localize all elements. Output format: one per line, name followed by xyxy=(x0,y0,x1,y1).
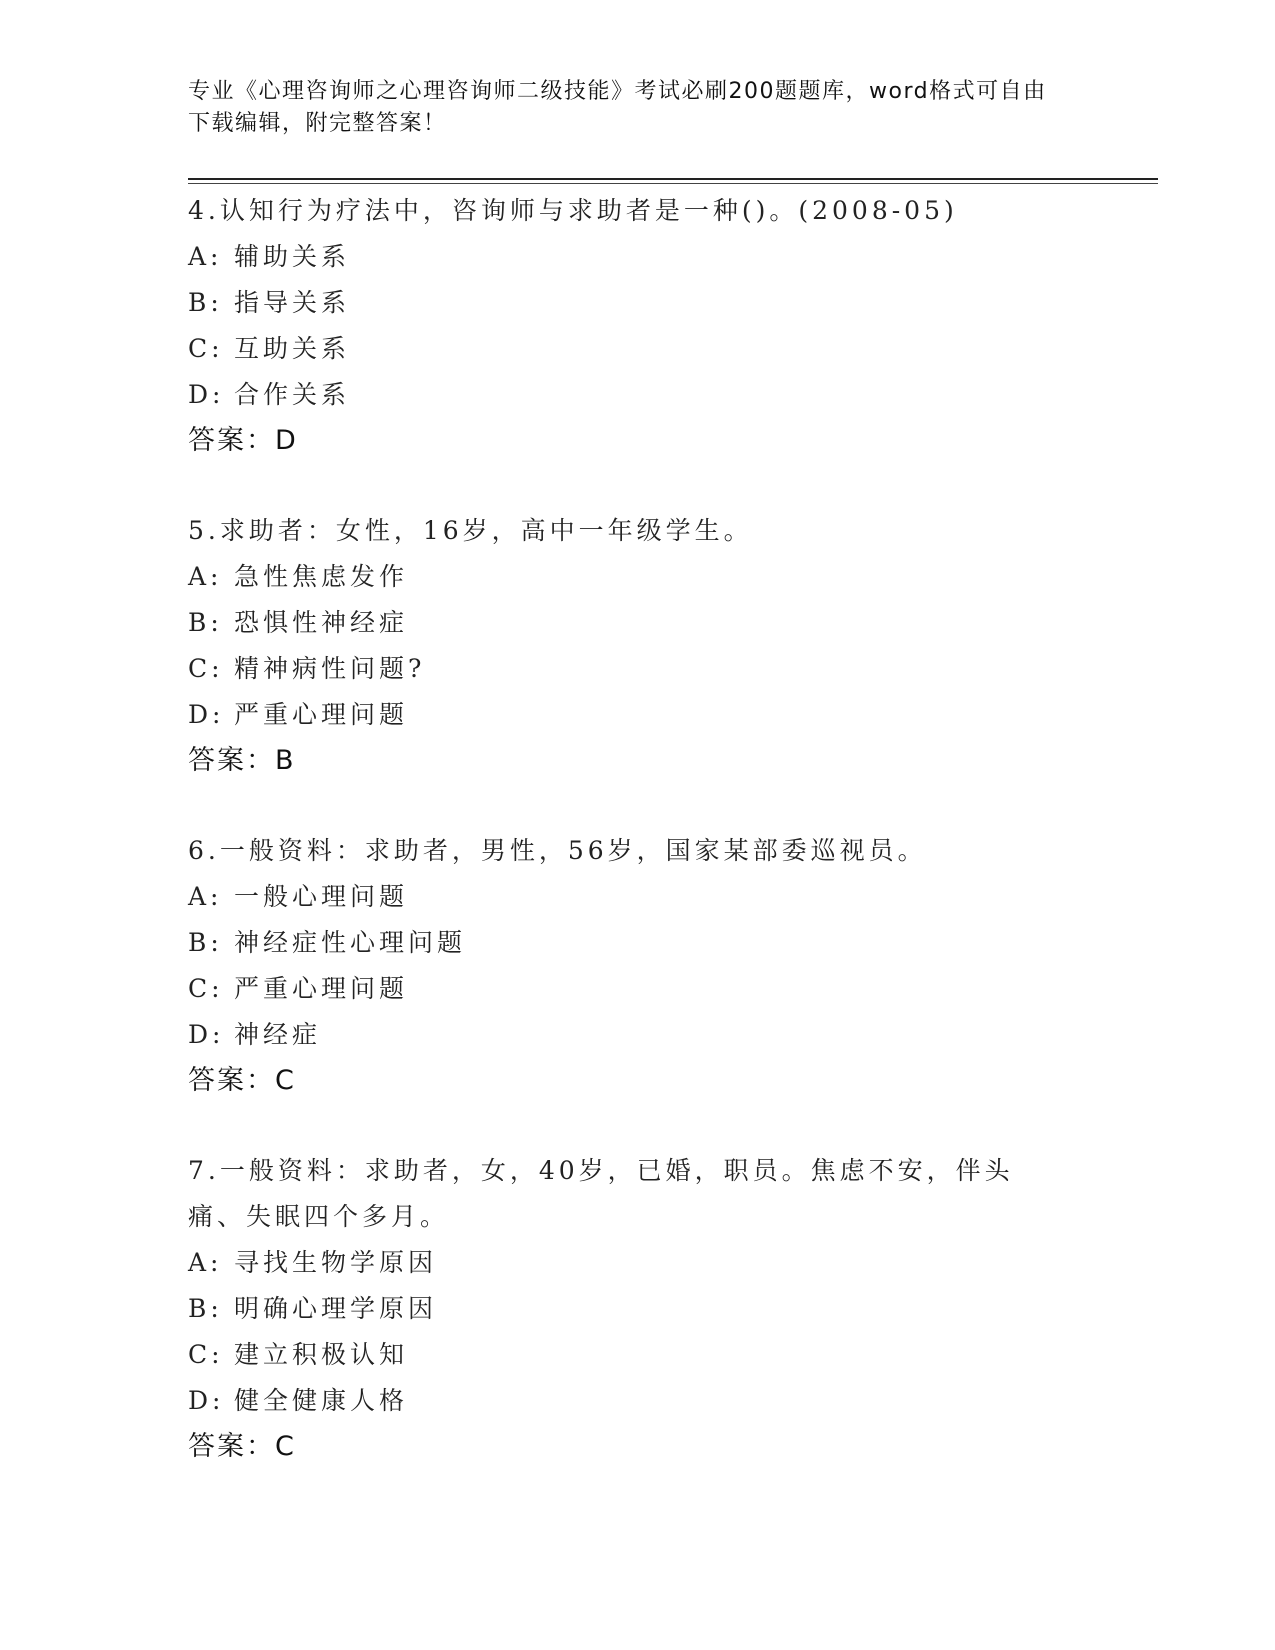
question-stem: 7.一般资料：求助者，女，40岁，已婚，职员。焦虑不安，伴头痛、失眠四个多月。 xyxy=(188,1156,1014,1231)
option-letter: B: xyxy=(188,1294,223,1323)
option-d xyxy=(188,1012,1068,1058)
option-text: 神经症性心理问题 xyxy=(234,928,467,957)
option-text: 互助关系 xyxy=(234,334,351,363)
question-list xyxy=(188,188,1068,1514)
question-stem: 4.认知行为疗法中，咨询师与求助者是一种()。(2008-05) xyxy=(188,196,958,225)
option-letter: A: xyxy=(188,562,223,591)
answer-line: 答案：C xyxy=(188,1431,296,1462)
answer-line: 答案：C xyxy=(188,1065,296,1096)
option-letter: A: xyxy=(188,882,223,911)
option-text: 严重心理问题 xyxy=(234,700,409,729)
option-c xyxy=(188,326,1068,372)
option-text: 严重心理问题 xyxy=(234,974,409,1003)
option-c xyxy=(188,646,1068,692)
option-letter: C: xyxy=(188,974,224,1003)
option-b xyxy=(188,920,1068,966)
option-text: 建立积极认知 xyxy=(234,1340,409,1369)
option-letter: D: xyxy=(188,1020,225,1049)
option-text: 合作关系 xyxy=(234,380,351,409)
option-text: 健全健康人格 xyxy=(234,1386,409,1415)
option-a xyxy=(188,874,1068,920)
option-c xyxy=(188,1332,1068,1378)
option-letter: D: xyxy=(188,380,225,409)
option-letter: A: xyxy=(188,1248,223,1277)
option-b xyxy=(188,1286,1068,1332)
question-item xyxy=(188,828,1068,1104)
option-letter: B: xyxy=(188,608,223,637)
question-stem: 6.一般资料：求助者，男性，56岁，国家某部委巡视员。 xyxy=(188,836,927,865)
option-a xyxy=(188,234,1068,280)
question-item xyxy=(188,188,1068,464)
option-d xyxy=(188,372,1068,418)
option-text: 指导关系 xyxy=(234,288,351,317)
option-letter: C: xyxy=(188,1340,224,1369)
option-text: 急性焦虑发作 xyxy=(234,562,409,591)
option-b xyxy=(188,280,1068,326)
option-letter: D: xyxy=(188,1386,225,1415)
option-letter: B: xyxy=(188,288,223,317)
option-text: 寻找生物学原因 xyxy=(234,1248,438,1277)
option-letter: D: xyxy=(188,700,225,729)
option-letter: B: xyxy=(188,928,223,957)
option-text: 辅助关系 xyxy=(234,242,351,271)
option-a xyxy=(188,554,1068,600)
option-b xyxy=(188,600,1068,646)
question-stem: 5.求助者：女性，16岁，高中一年级学生。 xyxy=(188,516,753,545)
option-d xyxy=(188,1378,1068,1424)
question-item xyxy=(188,508,1068,784)
option-text: 恐惧性神经症 xyxy=(234,608,409,637)
option-text: 精神病性问题? xyxy=(234,654,426,683)
option-text: 一般心理问题 xyxy=(234,882,409,911)
option-c xyxy=(188,966,1068,1012)
option-letter: C: xyxy=(188,334,224,363)
answer-line: 答案：B xyxy=(188,745,296,776)
header-divider-thick xyxy=(188,178,1158,180)
header-divider-thin xyxy=(188,183,1158,184)
option-text: 明确心理学原因 xyxy=(234,1294,438,1323)
question-item xyxy=(188,1148,1068,1470)
option-text: 神经症 xyxy=(234,1020,322,1049)
answer-line: 答案：D xyxy=(188,425,298,456)
option-a xyxy=(188,1240,1068,1286)
option-letter: A: xyxy=(188,242,223,271)
option-letter: C: xyxy=(188,654,224,683)
document-intro: 专业《心理咨询师之心理咨询师二级技能》考试必刷200题题库，word格式可自由下载编辑，附完整答案！ xyxy=(188,79,1047,136)
option-d xyxy=(188,692,1068,738)
